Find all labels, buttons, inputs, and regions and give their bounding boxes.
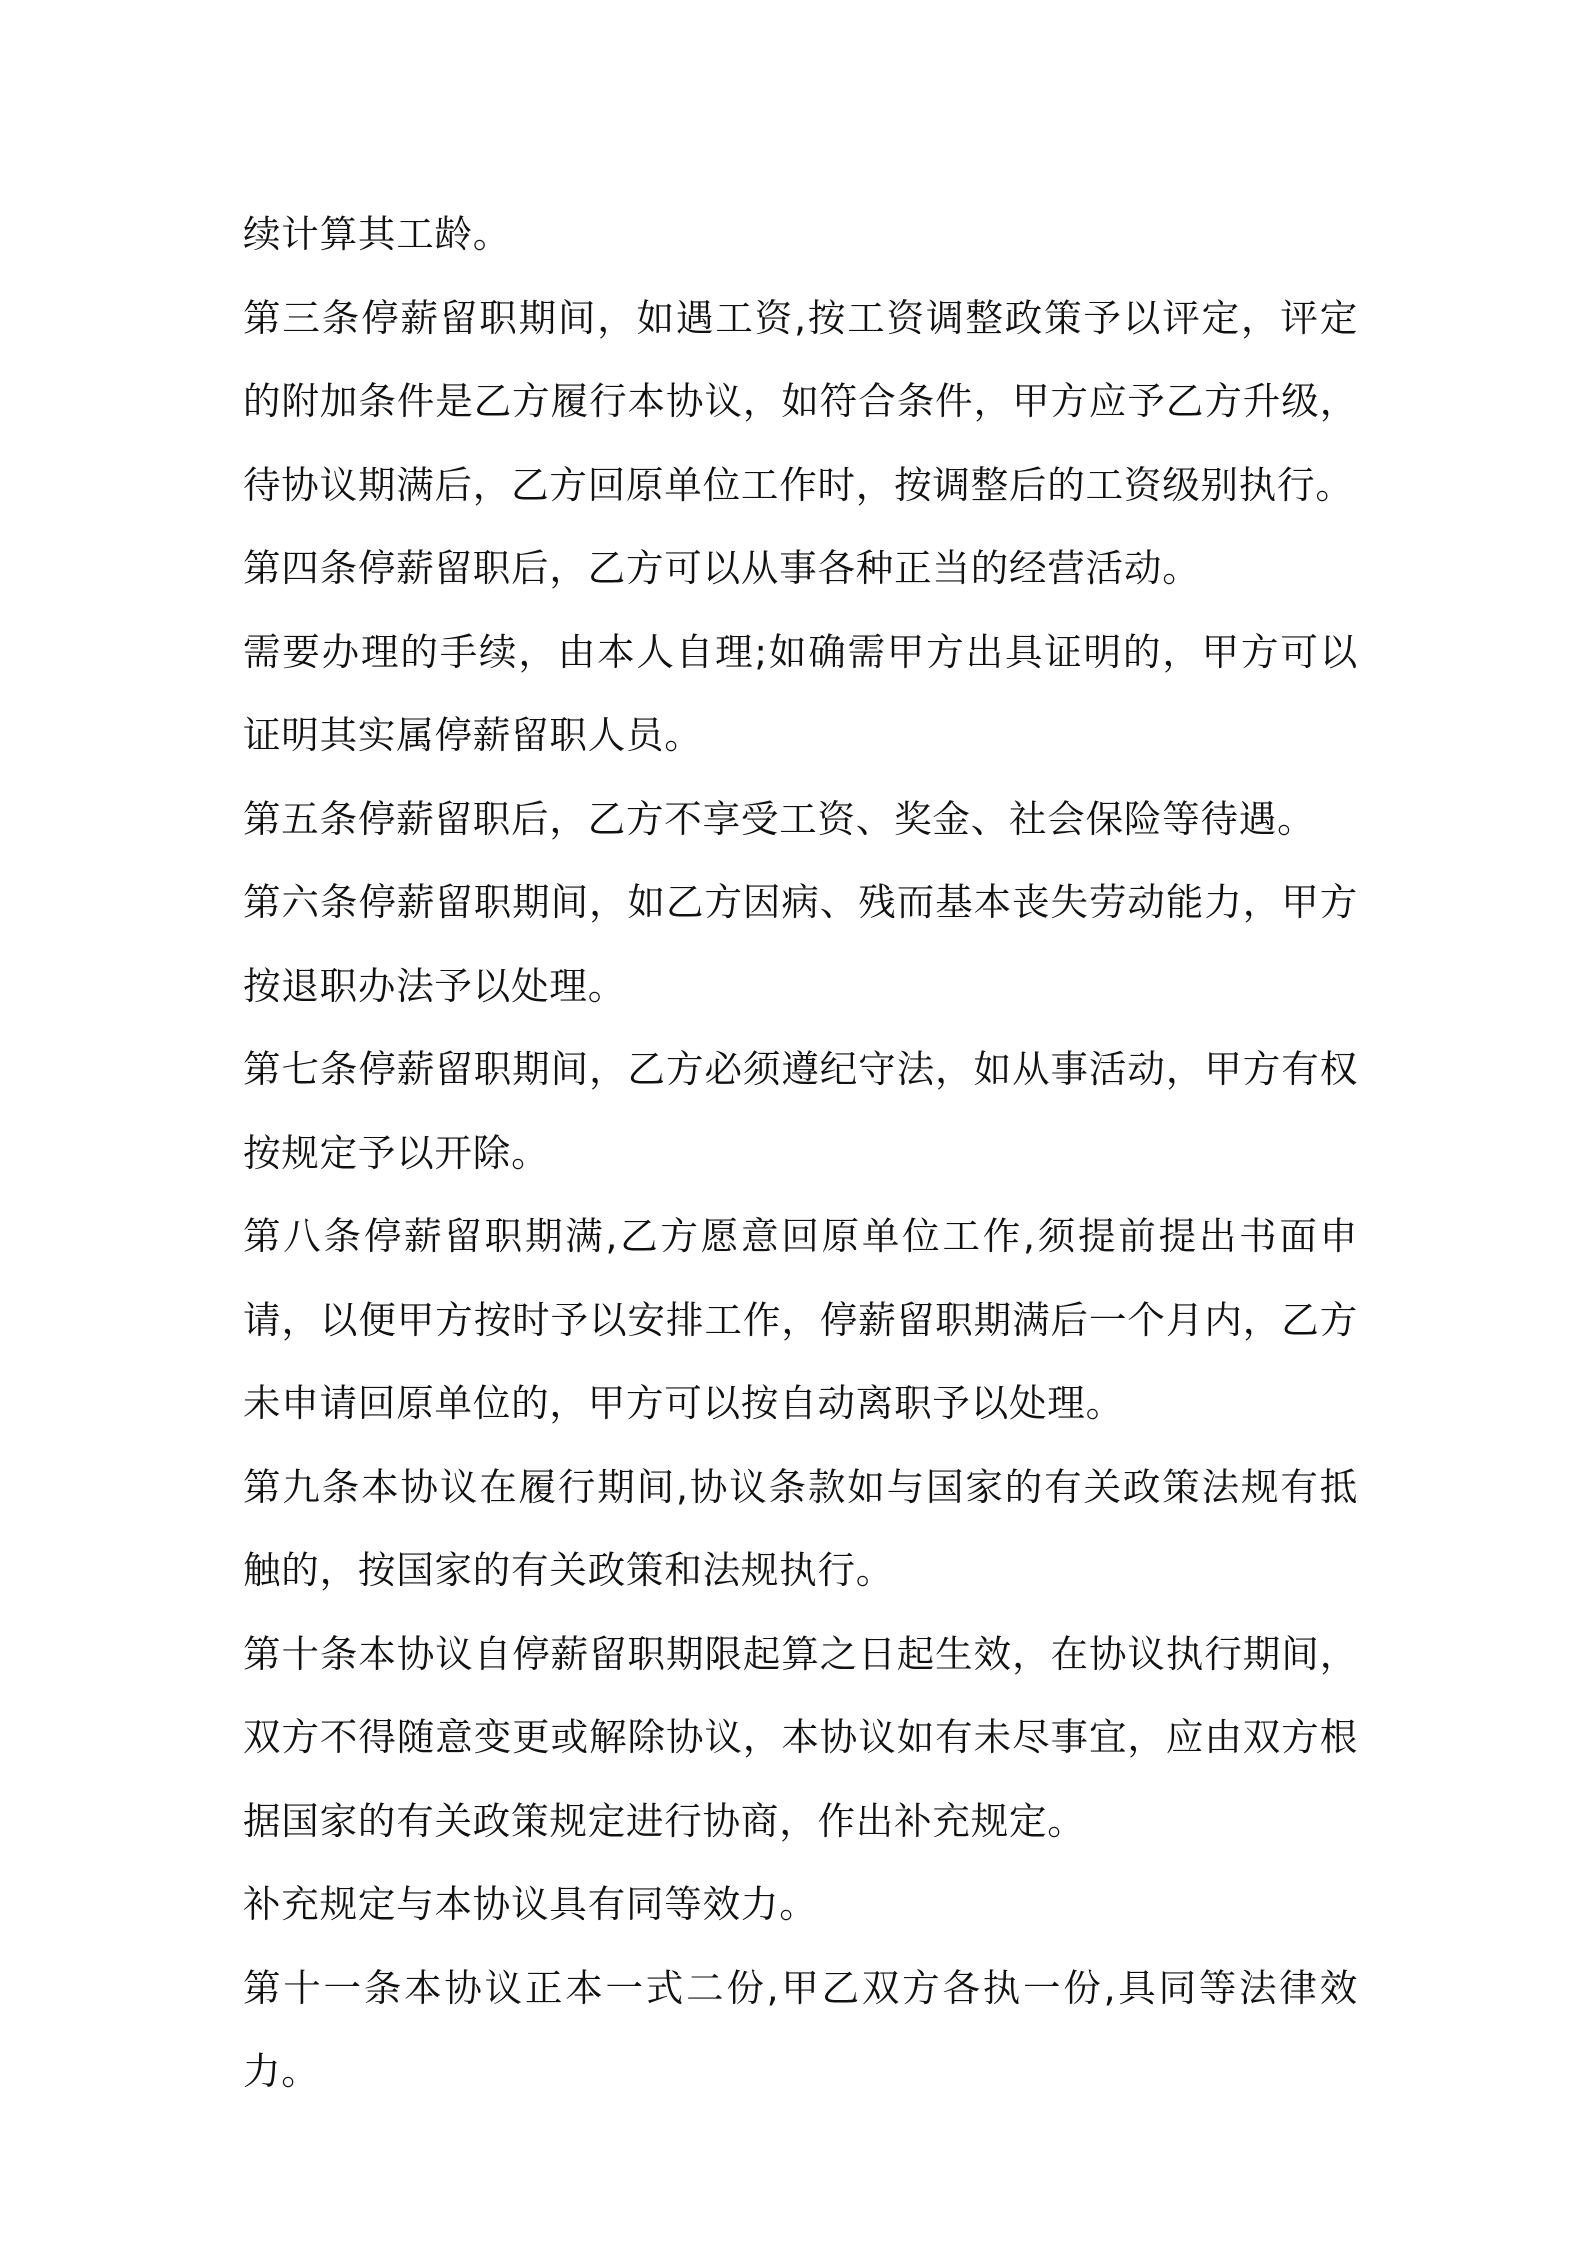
paragraph-article-6: 第六条停薪留职期间，如乙方因病、残而基本丧失劳动能力，甲方按退职办法予以处理。 — [243, 880, 1358, 1008]
paragraph-article-5: 第五条停薪留职后，乙方不享受工资、奖金、社会保险等待遇。 — [243, 796, 1316, 841]
paragraph-article-7: 第七条停薪留职期间，乙方必须遵纪守法，如从事活动，甲方有权按规定予以开除。 — [243, 1047, 1358, 1175]
document-body — [243, 193, 1358, 2114]
paragraph-article-4: 第四条停薪留职后，乙方可以从事各种正当的经营活动。 — [243, 546, 1201, 590]
paragraph-article-8: 第八条停薪留职期满,乙方愿意回原单位工作,须提前提出书面申请，以便甲方按时予以安排工作，停薪留职期满后一个月内，乙方未申请回原单位的，甲方可以按自动离职予以处理。 — [243, 1214, 1358, 1425]
paragraph-supplement-effect: 补充规定与本协议具有同等效力。 — [243, 1882, 818, 1926]
paragraph-article-10: 第十条本协议自停薪留职期限起算之日起生效，在协议执行期间，双方不得随意变更或解除协议，本协议如有未尽事宜，应由双方根据国家的有关政策规定进行协商，作出补充规定。 — [243, 1631, 1358, 1843]
paragraph-procedures: 需要办理的手续，由本人自理;如确需甲方出具证明的，甲方可以证明其实属停薪留职人员。 — [243, 629, 1358, 757]
paragraph-article-11: 第十一条本协议正本一式二份,甲乙双方各执一份,具同等法律效力。 — [243, 1965, 1358, 2093]
paragraph-article-3: 第三条停薪留职期间，如遇工资,按工资调整政策予以评定，评定的附加条件是乙方履行本协议，如符合条件，甲方应予乙方升级，待协议期满后，乙方回原单位工作时，按调整后的工资级别执行。 — [243, 295, 1358, 507]
paragraph-continuation-seniority: 续计算其工龄。 — [243, 212, 512, 256]
paragraph-article-9: 第九条本协议在履行期间,协议条款如与国家的有关政策法规有抵触的，按国家的有关政策和法规执行。 — [243, 1464, 1358, 1592]
